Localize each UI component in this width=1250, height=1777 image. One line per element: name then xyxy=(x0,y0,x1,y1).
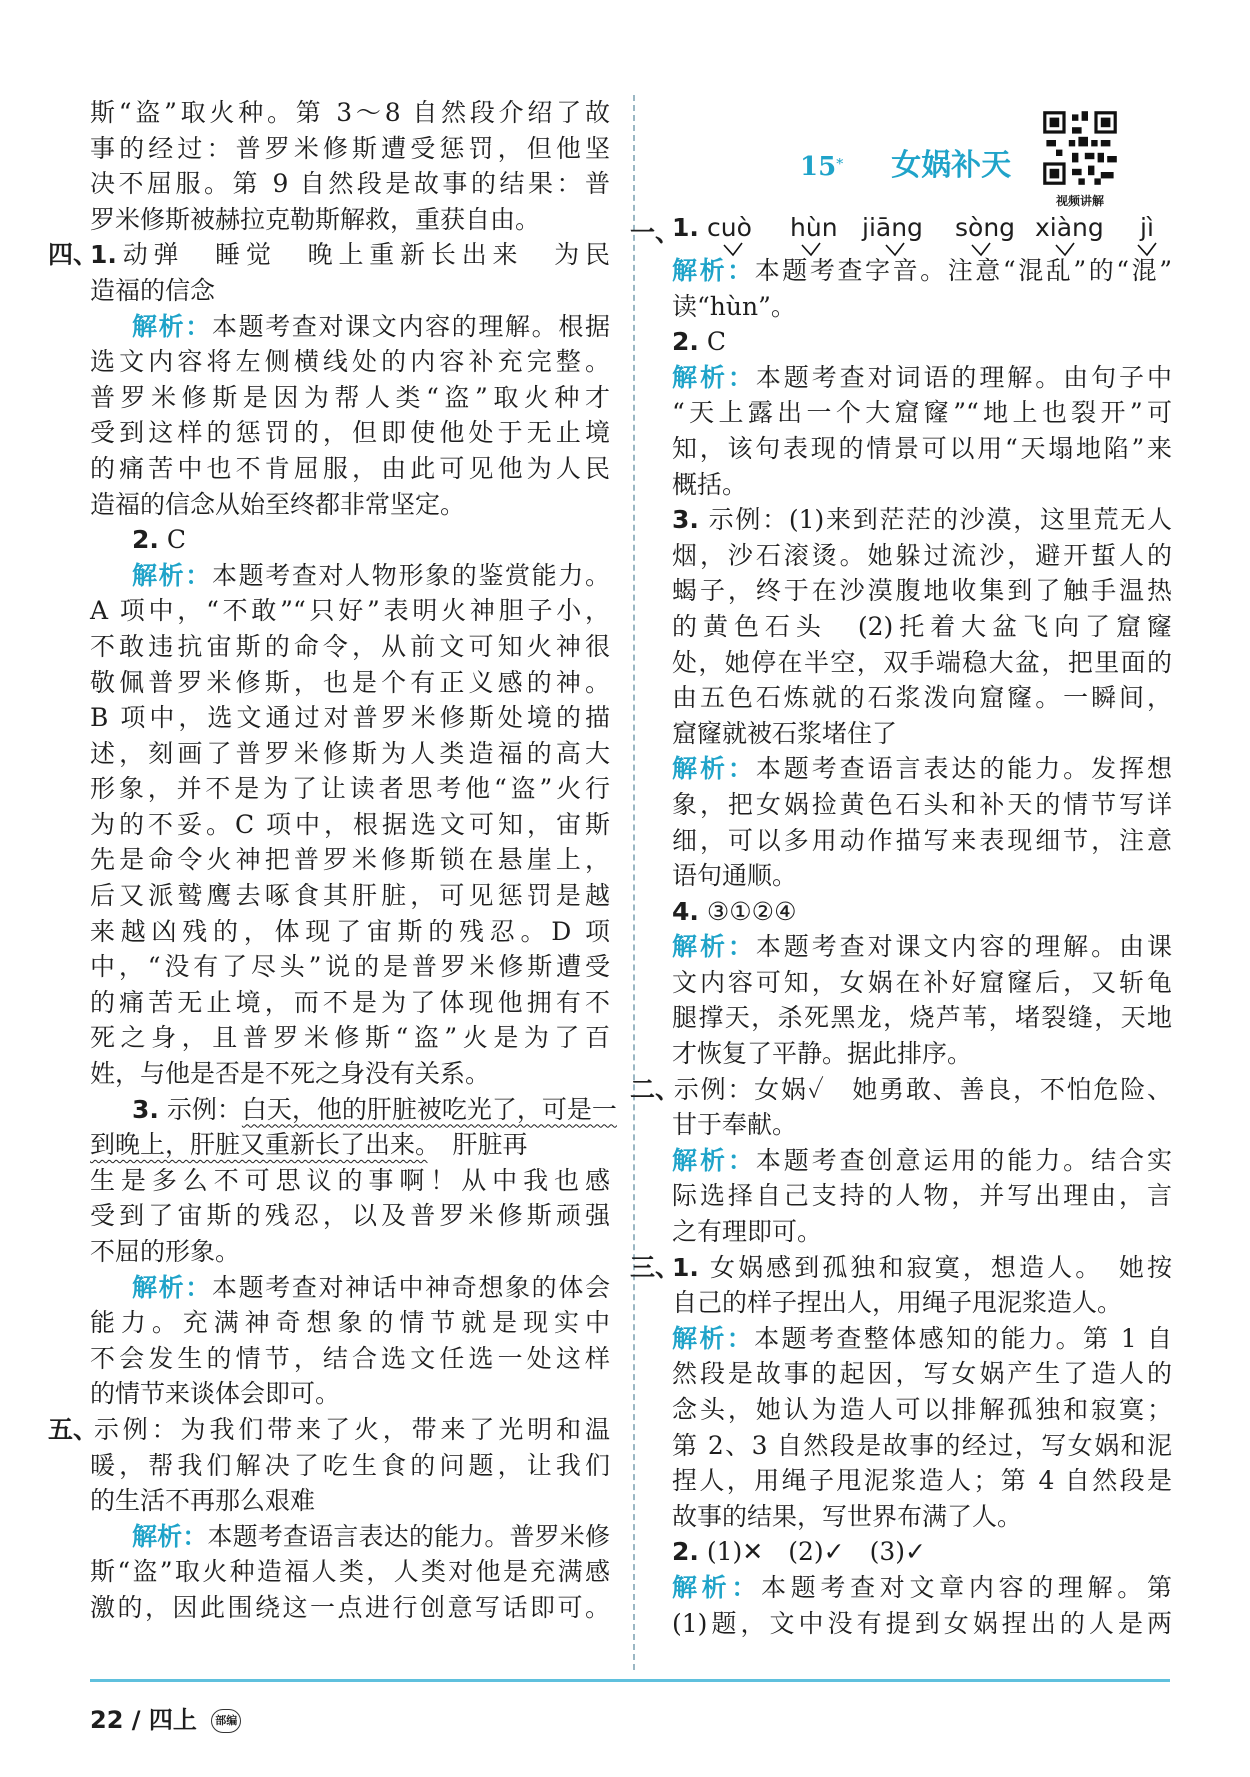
text-line: 后又派鹫鹰去啄食其肝脏，可见惩罚是越 xyxy=(90,881,610,911)
text-line: 受到了宙斯的残忍，以及普罗米修斯顽强 xyxy=(90,1201,610,1231)
grade-label: 四上 xyxy=(148,1706,197,1734)
text-line: 的痛苦中也不肯屈服，由此可见他为人民 xyxy=(90,453,610,483)
text-line: 斯“盗”取火种造福人类，人类对他是充满感 xyxy=(90,1557,610,1587)
question-number: 1. xyxy=(672,213,699,242)
column-divider xyxy=(633,95,635,1670)
analysis-line: 解析：本题考查对课文内容的理解。根据 xyxy=(132,311,610,341)
analysis-line: 解析：本题考查创意运用的能力。结合实 xyxy=(672,1145,1172,1175)
section-number: 四、 xyxy=(48,240,99,270)
text-line: 文内容可知，女娲在补好窟窿后，又斩龟 xyxy=(672,967,1172,997)
text-line: 象，把女娲捡黄色石头和补天的情节写详 xyxy=(672,789,1172,819)
text-line: 的痛苦无止境，而不是为了体现他拥有不 xyxy=(90,987,610,1017)
text-line: 来越凶残的，体现了宙斯的残忍。D 项 xyxy=(90,916,610,946)
text-line: 到晚上，肝脏又重新长了出来。 肝脏再 xyxy=(90,1130,528,1160)
text-line: 由五色石炼就的石浆泼向窟窿。一瞬间， xyxy=(672,683,1172,713)
text-line: 的情节来谈体会即可。 xyxy=(90,1379,341,1409)
pinyin-answer: xiàng xyxy=(1035,213,1104,242)
qr-label: 视频讲解 xyxy=(1055,194,1104,208)
lesson-number: 15 xyxy=(800,152,837,182)
pinyin-answer: cuò xyxy=(707,213,752,242)
text-line: 先是命令火神把普罗米修斯锁在悬崖上， xyxy=(90,845,610,875)
question-2: 2. C xyxy=(132,525,186,555)
question-2: 2. (1)✕ (2)✓ (3)✓ xyxy=(672,1537,926,1567)
text-line: 语句通顺。 xyxy=(672,861,798,891)
text-line: 选文内容将左侧横线处的内容补充完整。 xyxy=(90,347,610,377)
text-line: 第 2、3 自然段是故事的经过，写女娲和泥 xyxy=(672,1430,1172,1460)
pinyin-row xyxy=(630,213,1172,253)
text-line: 为的不妥。C 项中，根据选文可知，宙斯 xyxy=(90,809,610,839)
text-line: 之有理即可。 xyxy=(672,1217,823,1247)
edition-badge-icon: 部编 xyxy=(211,1709,241,1733)
analysis-line: 解析：本题考查语言表达的能力。普罗米修 xyxy=(132,1521,610,1551)
analysis-line: 解析：本题考查字音。注意“混乱”的“混” xyxy=(672,256,1172,285)
text-line: 能力。充满神奇想象的情节就是现实中 xyxy=(90,1308,610,1338)
text-line: 暖，帮我们解决了吃生食的问题，让我们 xyxy=(90,1450,610,1480)
text-line: 死之身，且普罗米修斯“盗”火是为了百 xyxy=(90,1023,610,1053)
text-line: 知，该句表现的情景可以用“天塌地陷”来 xyxy=(672,433,1172,463)
text-line: 故事的结果，写世界布满了人。 xyxy=(672,1501,1023,1531)
qr-code-icon[interactable] xyxy=(1040,108,1120,188)
text-line: 造福的信念从始至终都非常坚定。 xyxy=(90,489,466,519)
text-line: 腿撑天，杀死黑龙，烧芦苇，堵裂缝，天地 xyxy=(672,1003,1172,1033)
left-column xyxy=(48,95,617,1626)
text-line: 造福的信念 xyxy=(90,275,216,305)
text-line: B 项中，选文通过对普罗米修斯处境的描 xyxy=(90,703,610,733)
text-line: 敬佩普罗米修斯，也是个有正义感的神。 xyxy=(90,667,610,697)
pinyin-answer: jiāng xyxy=(862,213,923,242)
text-line: 读“hùn”。 xyxy=(672,291,796,321)
text-line: 述，刻画了普罗米修斯为人类造福的高大 xyxy=(90,738,610,768)
analysis-line: 解析：本题考查对神话中神奇想象的体会 xyxy=(132,1272,610,1302)
analysis-line: 解析：本题考查对词语的理解。由句子中 xyxy=(672,362,1172,392)
text-line: 受到这样的惩罚的，但即使他处于无止境 xyxy=(90,418,610,448)
pinyin-answer: hùn xyxy=(790,213,838,242)
analysis-line: 解析：本题考查语言表达的能力。发挥想 xyxy=(672,754,1172,784)
analysis-line: 解析：本题考查对文章内容的理解。第 xyxy=(672,1572,1172,1602)
lesson-title: 女娲补天 xyxy=(891,148,1012,183)
pinyin-answer: jì xyxy=(1140,213,1154,242)
question-3: 3. 示例：(1)来到茫茫的沙漠，这里荒无人 xyxy=(672,505,1172,535)
analysis-line: 解析：本题考查对人物形象的鉴赏能力。 xyxy=(132,560,610,590)
answer-text: 动弹 睡觉 晚上重新长出来 为民 xyxy=(116,240,610,270)
text-line: 激的，因此围绕这一点进行创意写话即可。 xyxy=(90,1592,610,1622)
question-4: 4. ③①②④ xyxy=(672,896,797,926)
page-number: 22 xyxy=(90,1706,124,1734)
text-line: 甘于奉献。 xyxy=(672,1110,798,1140)
text-line: 生是多么不可思议的事啊！从中我也感 xyxy=(90,1165,610,1195)
question-3: 3. 示例：白天，他的肝脏被吃光了，可是一 xyxy=(132,1094,617,1124)
question-2: 2. C xyxy=(672,327,726,357)
text-line: 的生活不再那么艰难 xyxy=(90,1486,316,1516)
section-3-q1: 三、1. 女娲感到孤独和寂寞，想造人。 她按 xyxy=(630,1252,1172,1282)
text-line: 不敢违抗宙斯的命令，从前文可知火神很 xyxy=(90,631,610,661)
lesson-star: * xyxy=(836,156,844,173)
text-line: 事的经过：普罗米修斯遭受惩罚，但他坚 xyxy=(90,133,610,163)
text-line: 自己的样子捏出人，用绳子甩泥浆造人。 xyxy=(672,1288,1123,1318)
text-line: (1)题，文中没有提到女娲捏出的人是两 xyxy=(672,1608,1172,1638)
text-line: 概括。 xyxy=(672,469,748,499)
text-line: 捏人，用绳子甩泥浆造人；第 4 自然段是 xyxy=(672,1466,1172,1496)
lesson-heading xyxy=(800,140,1011,184)
text-line: 罗米修斯被赫拉克勒斯解救，重获自由。 xyxy=(90,204,541,234)
text-line: 姓，与他是否是不死之身没有关系。 xyxy=(90,1059,491,1089)
wavy-underlined-text: 到晚上，肝脏又重新长了出来。 xyxy=(90,1130,428,1160)
footer-slash: / xyxy=(131,1706,141,1734)
question-number: 1. xyxy=(90,240,117,270)
analysis-line: 解析：本题考查对课文内容的理解。由课 xyxy=(672,932,1172,962)
text-line: 然段是故事的起因，写女娲产生了造人的 xyxy=(672,1359,1172,1389)
footer-rule xyxy=(90,1679,1170,1682)
text-line: 决不屈服。第 9 自然段是故事的结果：普 xyxy=(90,169,610,199)
text-line: 斯“盗”取火种。第 3～8 自然段介绍了故 xyxy=(90,98,610,127)
page-footer xyxy=(90,1700,241,1735)
text-line: 蝎子，终于在沙漠腹地收集到了触手温热 xyxy=(672,576,1172,606)
pinyin-answer: sòng xyxy=(955,213,1016,242)
text-line: 烟，沙石滚烫。她躲过流沙，避开蜇人的 xyxy=(672,540,1172,570)
text-line: 普罗米修斯是因为帮人类“盗”取火种才 xyxy=(90,382,610,412)
right-column xyxy=(630,253,1172,1641)
text-line: 念头，她认为造人可以排解孤独和寂寞； xyxy=(672,1395,1172,1424)
analysis-label: 解析： xyxy=(132,311,212,341)
section-2: 二、示例：女娲✓ 她勇敢、善良，不怕危险、 xyxy=(630,1074,1172,1104)
text-line: 不会发生的情节，结合选文任选一处这样 xyxy=(90,1343,610,1373)
text-line: “天上露出一个大窟窿”“地上也裂开”可 xyxy=(672,398,1172,428)
section-5: 五、示例：为我们带来了火，带来了光明和温 xyxy=(48,1414,610,1444)
text-line: 才恢复了平静。据此排序。 xyxy=(672,1039,973,1069)
text-line: A 项中，“不敢”“只好”表明火神胆子小， xyxy=(90,596,610,626)
text-line: 不屈的形象。 xyxy=(90,1237,241,1266)
wavy-underlined-text: 白天，他的肝脏被吃光了，可是一 xyxy=(241,1094,617,1124)
text-line: 中，“没有了尽头”说的是普罗米修斯遭受 xyxy=(90,952,610,982)
section-4-q1 xyxy=(48,237,610,273)
text-line: 窟窿就被石浆堵住了 xyxy=(672,718,898,748)
section-number: 一、 xyxy=(630,218,681,247)
text-line: 形象，并不是为了让读者思考他“盗”火行 xyxy=(90,774,610,804)
text-line: 细，可以多用动作描写来表现细节，注意 xyxy=(672,825,1172,855)
analysis-line: 解析：本题考查整体感知的能力。第 1 自 xyxy=(672,1323,1172,1353)
text-line: 处，她停在半空，双手端稳大盆，把里面的 xyxy=(672,647,1172,677)
text-line: 的黄色石头 (2)托着大盆飞向了窟窿 xyxy=(672,611,1172,641)
text-line: 际选择自己支持的人物，并写出理由，言 xyxy=(672,1181,1172,1211)
